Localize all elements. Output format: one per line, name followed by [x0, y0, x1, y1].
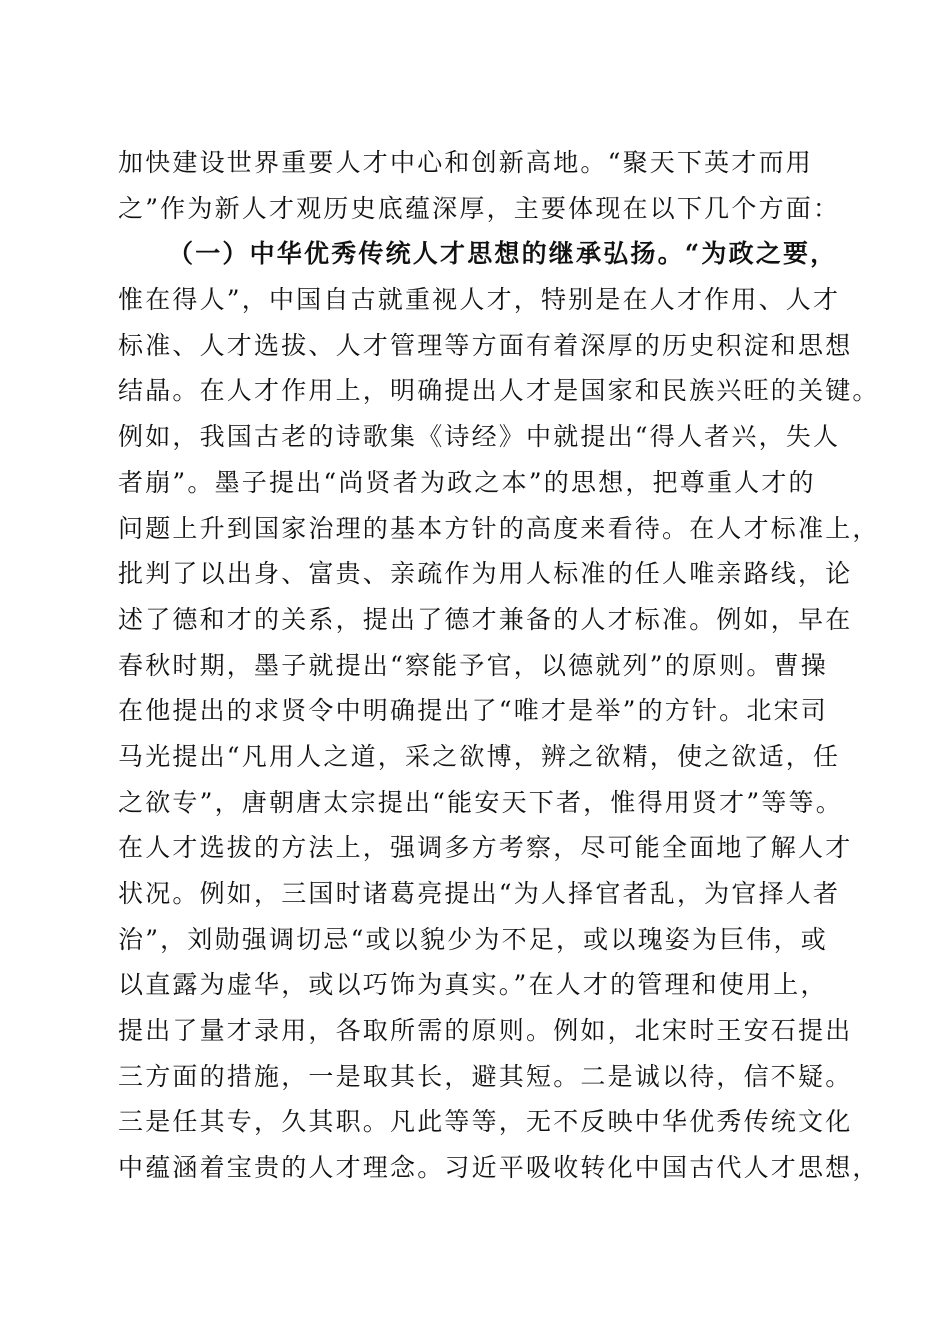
text-line-10: 批判了以出身、富贵、亲疏作为用人标准的任人唯亲路线，论 — [118, 559, 853, 589]
text-line-23: 中蕴涵着宝贵的人才理念。习近平吸收转化中国古代人才思想， — [118, 1153, 880, 1183]
text-line-2: 之”作为新人才观历史底蕴深厚，主要体现在以下几个方面： — [118, 193, 841, 223]
text-line-14: 马光提出“凡用人之道，采之欲博，辨之欲精，使之欲适，任 — [118, 741, 841, 771]
text-line-7: 例如，我国古老的诗歌集《诗经》中就提出“得人者兴，失人 — [118, 422, 841, 452]
text-line-21: 三方面的措施，一是取其长，避其短。二是诚以待，信不疑。 — [118, 1061, 853, 1091]
text-line-19: 以直露为虚华，或以巧饰为真实。”在人才的管理和使用上， — [118, 970, 828, 1000]
text-line-12: 春秋时期，墨子就提出“察能予官，以德就列”的原则。曹操 — [118, 650, 828, 680]
text-line-11: 述了德和才的关系，提出了德才兼备的人才标准。例如，早在 — [118, 604, 853, 634]
text-line-18: 治”，刘勋强调切忌“或以貌少为不足，或以瑰姿为巨伟，或 — [118, 924, 828, 954]
body-text — [118, 140, 880, 1191]
text-line-20: 提出了量才录用，各取所需的原则。例如，北宋时王安石提出 — [118, 1016, 853, 1046]
text-line-5: 标准、人才选拔、人才管理等方面有着深厚的历史积淀和思想 — [118, 330, 853, 360]
text-line-1: 加快建设世界重要人才中心和创新高地。“聚天下英才而用 — [118, 148, 813, 177]
text-line-15: 之欲专”，唐朝唐太宗提出“能安天下者，惟得用贤才”等等。 — [118, 787, 843, 817]
text-line-22: 三是任其专，久其职。凡此等等，无不反映中华优秀传统文化 — [118, 1107, 853, 1137]
text-line-16: 在人才选拔的方法上，强调多方考察，尽可能全面地了解人才 — [118, 833, 853, 863]
text-line-9: 问题上升到国家治理的基本方针的高度来看待。在人才标准上， — [118, 513, 880, 543]
section-heading-line: （一）中华优秀传统人才思想的继承弘扬。“为政之要， — [168, 239, 838, 269]
text-line-17: 状况。例如，三国时诸葛亮提出“为人择官者乱，为官择人者 — [118, 879, 841, 908]
text-line-4: 惟在得人”，中国自古就重视人才，特别是在人才作用、人才 — [118, 285, 841, 315]
text-line-8: 者崩”。墨子提出“尚贤者为政之本”的思想，把尊重人才的 — [118, 467, 816, 497]
text-line-6: 结晶。在人才作用上，明确提出人才是国家和民族兴旺的关键。 — [118, 376, 880, 406]
text-line-13: 在他提出的求贤令中明确提出了“唯才是举”的方针。北宋司 — [118, 696, 828, 726]
